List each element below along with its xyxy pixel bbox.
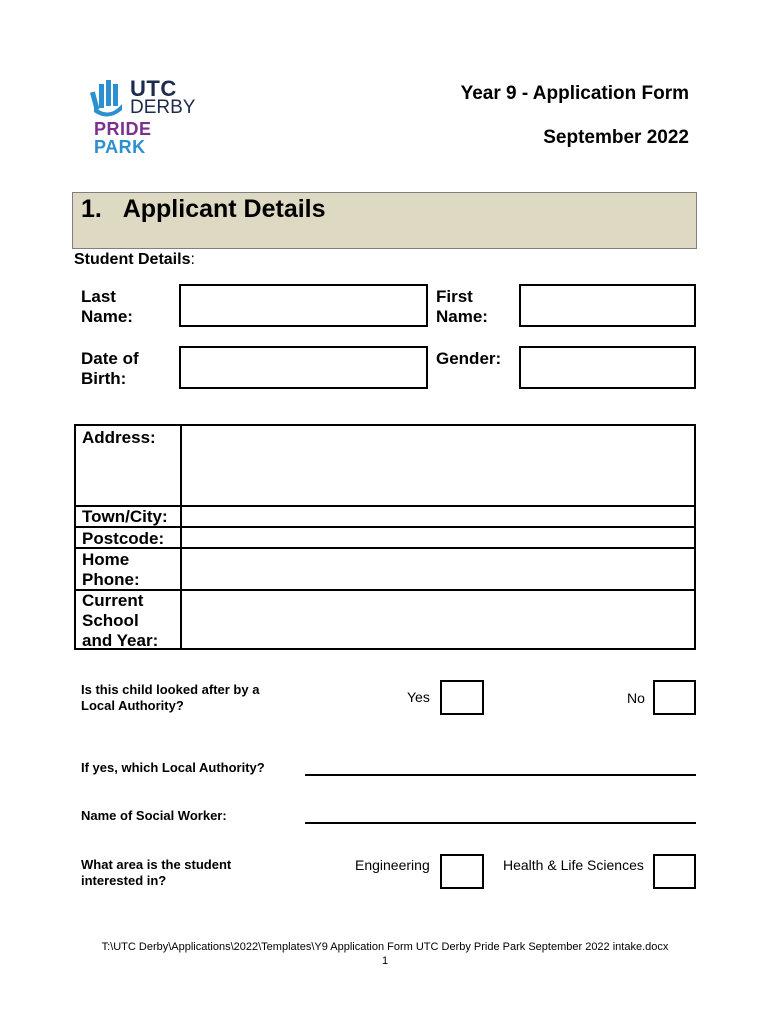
current-school-field[interactable] <box>182 591 694 648</box>
section-header <box>72 192 697 249</box>
page-number: 1 <box>381 955 389 967</box>
yes-label: Yes <box>407 689 430 705</box>
first-name-field[interactable] <box>519 284 696 327</box>
dob-label: Date of Birth: <box>81 349 139 388</box>
health-life-sciences-checkbox[interactable] <box>653 854 696 889</box>
last-name-field[interactable] <box>179 284 428 327</box>
no-checkbox[interactable] <box>653 680 696 715</box>
utc-derby-pride-park-logo <box>88 78 196 156</box>
social-worker-field[interactable] <box>305 822 696 824</box>
logo-text-park: PARK <box>94 137 146 157</box>
first-name-label: First Name: <box>436 287 488 326</box>
footer-file-path: T:\UTC Derby\Applications\2022\Templates\Y9 Application Form UTC Derby Pride Park September 2022 intake.docx <box>101 941 669 953</box>
local-authority-label: If yes, which Local Authority? <box>81 760 265 775</box>
postcode-field[interactable] <box>182 528 694 547</box>
dob-field[interactable] <box>179 346 428 389</box>
logo-text-utc: UTC <box>130 76 177 101</box>
engineering-label: Engineering <box>355 857 430 873</box>
gender-field[interactable] <box>519 346 696 389</box>
health-life-sciences-label: Health & Life Sciences <box>503 857 644 873</box>
gender-label: Gender: <box>436 349 502 368</box>
looked-after-question: Is this child looked after by a Local Authority? <box>81 682 260 713</box>
logo-text-pride: PRIDE <box>94 119 152 139</box>
section-title <box>81 195 326 224</box>
address-field[interactable] <box>182 426 694 505</box>
hand-logo-icon <box>88 80 128 118</box>
address-table <box>74 424 696 650</box>
form-title: Year 9 - Application Form <box>460 83 689 104</box>
home-phone-label: Home Phone: <box>82 550 140 589</box>
yes-checkbox[interactable] <box>440 680 484 715</box>
current-school-label: Current School and Year: <box>82 591 159 650</box>
town-field[interactable] <box>182 507 694 526</box>
section-title-text: Applicant Details <box>122 195 326 223</box>
interest-question: What area is the student interested in? <box>81 857 232 888</box>
student-details-heading: Student Details: <box>74 251 195 268</box>
form-date: September 2022 <box>543 127 689 148</box>
logo-text-derby: DERBY <box>130 97 196 118</box>
last-name-label: Last Name: <box>81 287 133 326</box>
engineering-checkbox[interactable] <box>440 854 484 889</box>
section-number: 1. <box>81 195 102 223</box>
home-phone-field[interactable] <box>182 549 694 589</box>
no-label: No <box>627 690 645 706</box>
address-label: Address: <box>82 428 156 447</box>
social-worker-label: Name of Social Worker: <box>81 808 227 823</box>
postcode-label: Postcode: <box>82 529 165 548</box>
local-authority-field[interactable] <box>305 774 696 776</box>
town-label: Town/City: <box>82 507 168 526</box>
